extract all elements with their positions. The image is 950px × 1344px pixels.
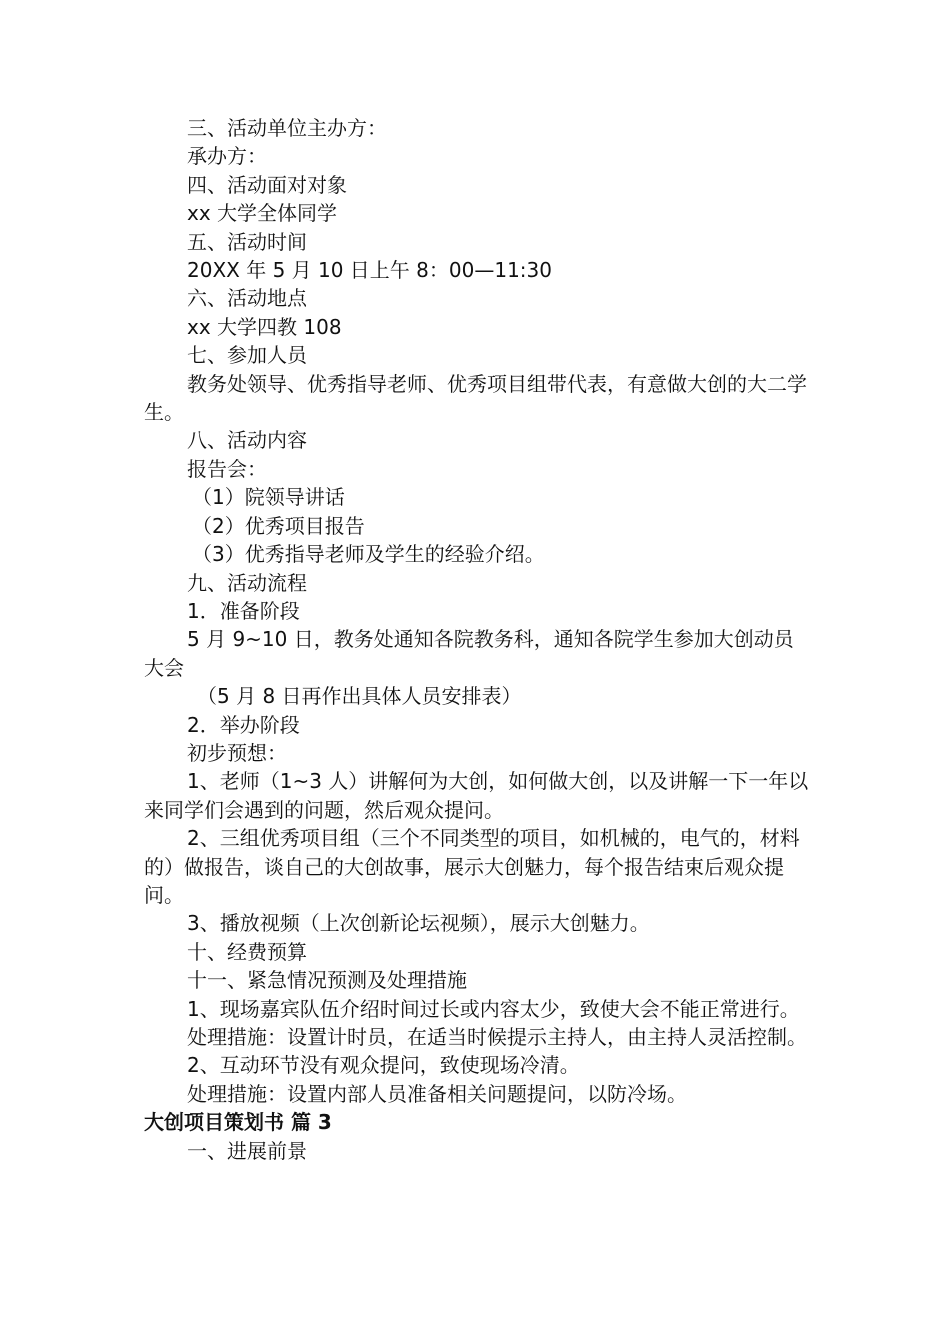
paragraph: 1．准备阶段 (187, 598, 300, 623)
paragraph: （3）优秀指导老师及学生的经验介绍。 (192, 542, 545, 567)
paragraph: 七、参加人员 (187, 343, 307, 368)
paragraph: 3、播放视频（上次创新论坛视频），展示大创魅力。 (187, 911, 650, 936)
paragraph: 报告会： (187, 456, 267, 481)
paragraph: 1、老师（1~3 人）讲解何为大创，如何做大创，以及讲解一下一年以来同学们会遇到的问题，然后观众提问。 (144, 769, 809, 822)
paragraph: 六、活动地点 (187, 286, 307, 311)
paragraph: xx 大学全体同学 (187, 201, 338, 226)
paragraph: 2．举办阶段 (187, 712, 300, 737)
paragraph: 处理措施：设置内部人员准备相关问题提问，以防冷场。 (187, 1081, 687, 1106)
paragraph: 承办方： (187, 144, 267, 169)
paragraph: （5 月 8 日再作出具体人员安排表） (197, 684, 522, 709)
paragraph: 八、活动内容 (187, 428, 307, 453)
section-heading: 大创项目策划书 篇 3 (144, 1110, 332, 1135)
paragraph: 初步预想： (187, 740, 287, 765)
paragraph: 十、经费预算 (187, 939, 307, 964)
paragraph: 三、活动单位主办方： (187, 116, 387, 140)
document-page (144, 114, 812, 1165)
paragraph: 十一、紧急情况预测及处理措施 (187, 968, 467, 993)
paragraph: 五、活动时间 (187, 229, 307, 254)
paragraph: 处理措施：设置计时员，在适当时候提示主持人，由主持人灵活控制。 (187, 1025, 807, 1049)
paragraph: 九、活动流程 (187, 570, 307, 595)
paragraph: 2、三组优秀项目组（三个不同类型的项目，如机械的，电气的，材料的）做报告，谈自己的大创故事，展示大创魅力，每个报告结束后观众提问。 (144, 826, 800, 907)
paragraph: 一、进展前景 (187, 1138, 307, 1163)
paragraph: xx 大学四教 108 (187, 314, 342, 339)
paragraph: 2、互动环节没有观众提问，致使现场冷清。 (187, 1053, 580, 1078)
paragraph: 教务处领导、优秀指导老师、优秀项目组带代表，有意做大创的大二学生。 (144, 371, 807, 425)
paragraph: 5 月 9~10 日，教务处通知各院教务科，通知各院学生参加大创动员大会 (144, 627, 794, 680)
paragraph: 四、活动面对对象 (187, 172, 347, 197)
paragraph: 1、现场嘉宾队伍介绍时间过长或内容太少，致使大会不能正常进行。 (187, 996, 800, 1021)
paragraph: （1）院领导讲话 (192, 485, 345, 510)
paragraph: 20XX 年 5 月 10 日上午 8：00—11:30 (187, 258, 552, 283)
paragraph: （2）优秀项目报告 (192, 513, 365, 538)
